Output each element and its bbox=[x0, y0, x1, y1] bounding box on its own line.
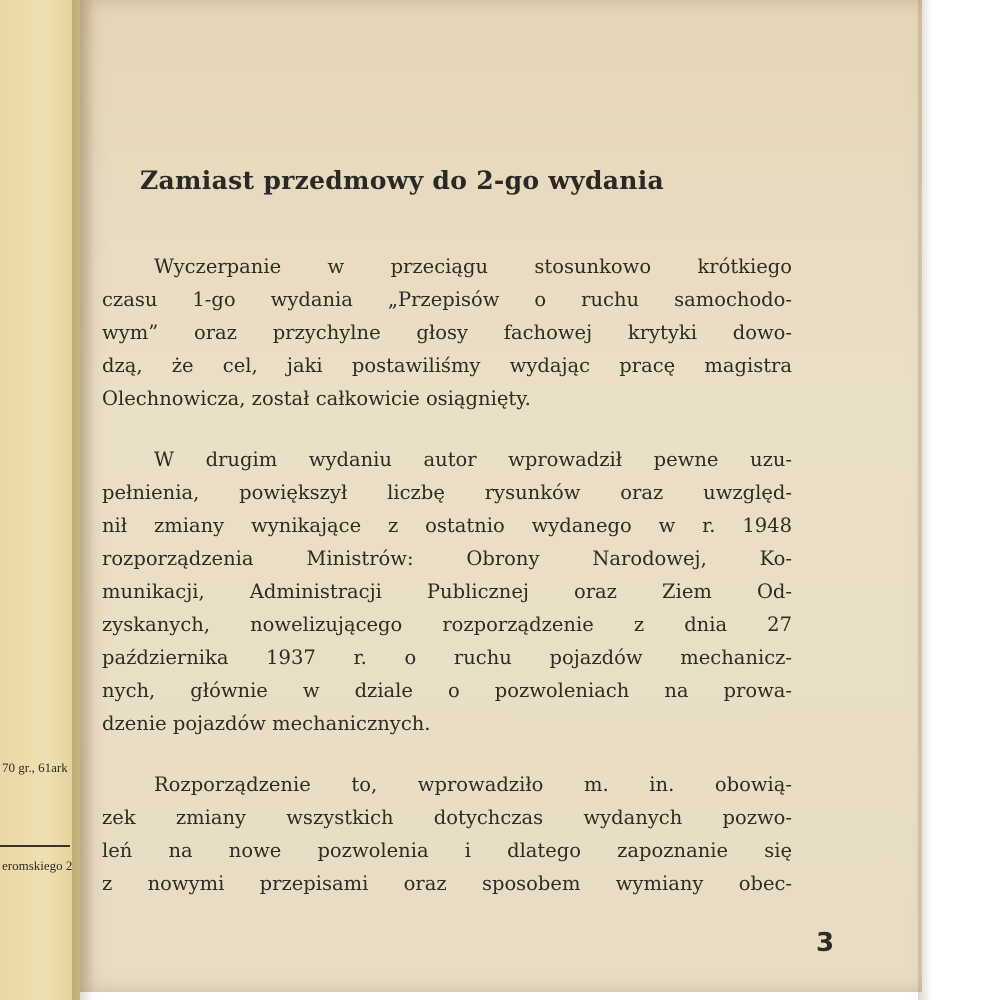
right-page bbox=[80, 0, 922, 992]
page-edge-shadow bbox=[918, 0, 932, 1000]
paragraph-line: pełnienia, powiększył liczbę rysunków oraz uwzględ- bbox=[102, 481, 792, 504]
paragraph-line: W drugim wydaniu autor wprowadził pewne uzu- bbox=[154, 448, 792, 471]
paragraph-line: leń na nowe pozwolenia i dlatego zapoznanie się bbox=[102, 839, 792, 862]
left-page-fragment-address: eromskiego 2 bbox=[2, 858, 73, 873]
paragraph-line: czasu 1-go wydania „Przepisów o ruchu samochodo- bbox=[102, 288, 792, 311]
paragraph-line: Rozporządzenie to, wprowadziło m. in. obowią- bbox=[154, 773, 792, 796]
paragraph-line: rozporządzenia Ministrów: Obrony Narodowej, Ko- bbox=[102, 547, 792, 570]
paragraph-1 bbox=[102, 250, 792, 415]
paragraph-line: nił zmiany wynikające z ostatnio wydanego w r. 1948 bbox=[102, 514, 792, 537]
paragraph-line: nych, głównie w dziale o pozwoleniach na prowa- bbox=[102, 679, 792, 702]
left-page-fragment-price: 70 gr., 61ark bbox=[2, 760, 68, 775]
paragraph-line: wym” oraz przychylne głosy fachowej krytyki dowo- bbox=[102, 321, 792, 344]
paragraph-line: Wyczerpanie w przeciągu stosunkowo krótkiego bbox=[154, 255, 792, 278]
paragraph-line: zyskanych, nowelizującego rozporządzenie z dnia 27 bbox=[102, 613, 792, 636]
paragraph-line: z nowymi przepisami oraz sposobem wymiany obec- bbox=[102, 872, 792, 895]
paragraph-line: munikacji, Administracji Publicznej oraz Ziem Od- bbox=[102, 580, 792, 603]
left-page-edge bbox=[0, 0, 80, 1000]
left-page-rule bbox=[0, 845, 70, 847]
paragraph-line: dzą, że cel, jaki postawiliśmy wydając pracę magistra bbox=[102, 354, 792, 377]
paragraph-line: zek zmiany wszystkich dotychczas wydanych pozwo- bbox=[102, 806, 792, 829]
page-number: 3 bbox=[816, 928, 835, 958]
paragraph-3 bbox=[102, 768, 792, 900]
page-gutter-shadow bbox=[72, 0, 94, 1000]
paragraph-line: października 1937 r. o ruchu pojazdów mechanicz- bbox=[102, 646, 792, 669]
page-title: Zamiast przedmowy do 2-go wydania bbox=[140, 166, 665, 195]
paragraph-line: Olechnowicza, został całkowicie osiągnięty. bbox=[102, 387, 531, 410]
paragraph-2 bbox=[102, 443, 792, 740]
paragraph-line: dzenie pojazdów mechanicznych. bbox=[102, 712, 431, 735]
